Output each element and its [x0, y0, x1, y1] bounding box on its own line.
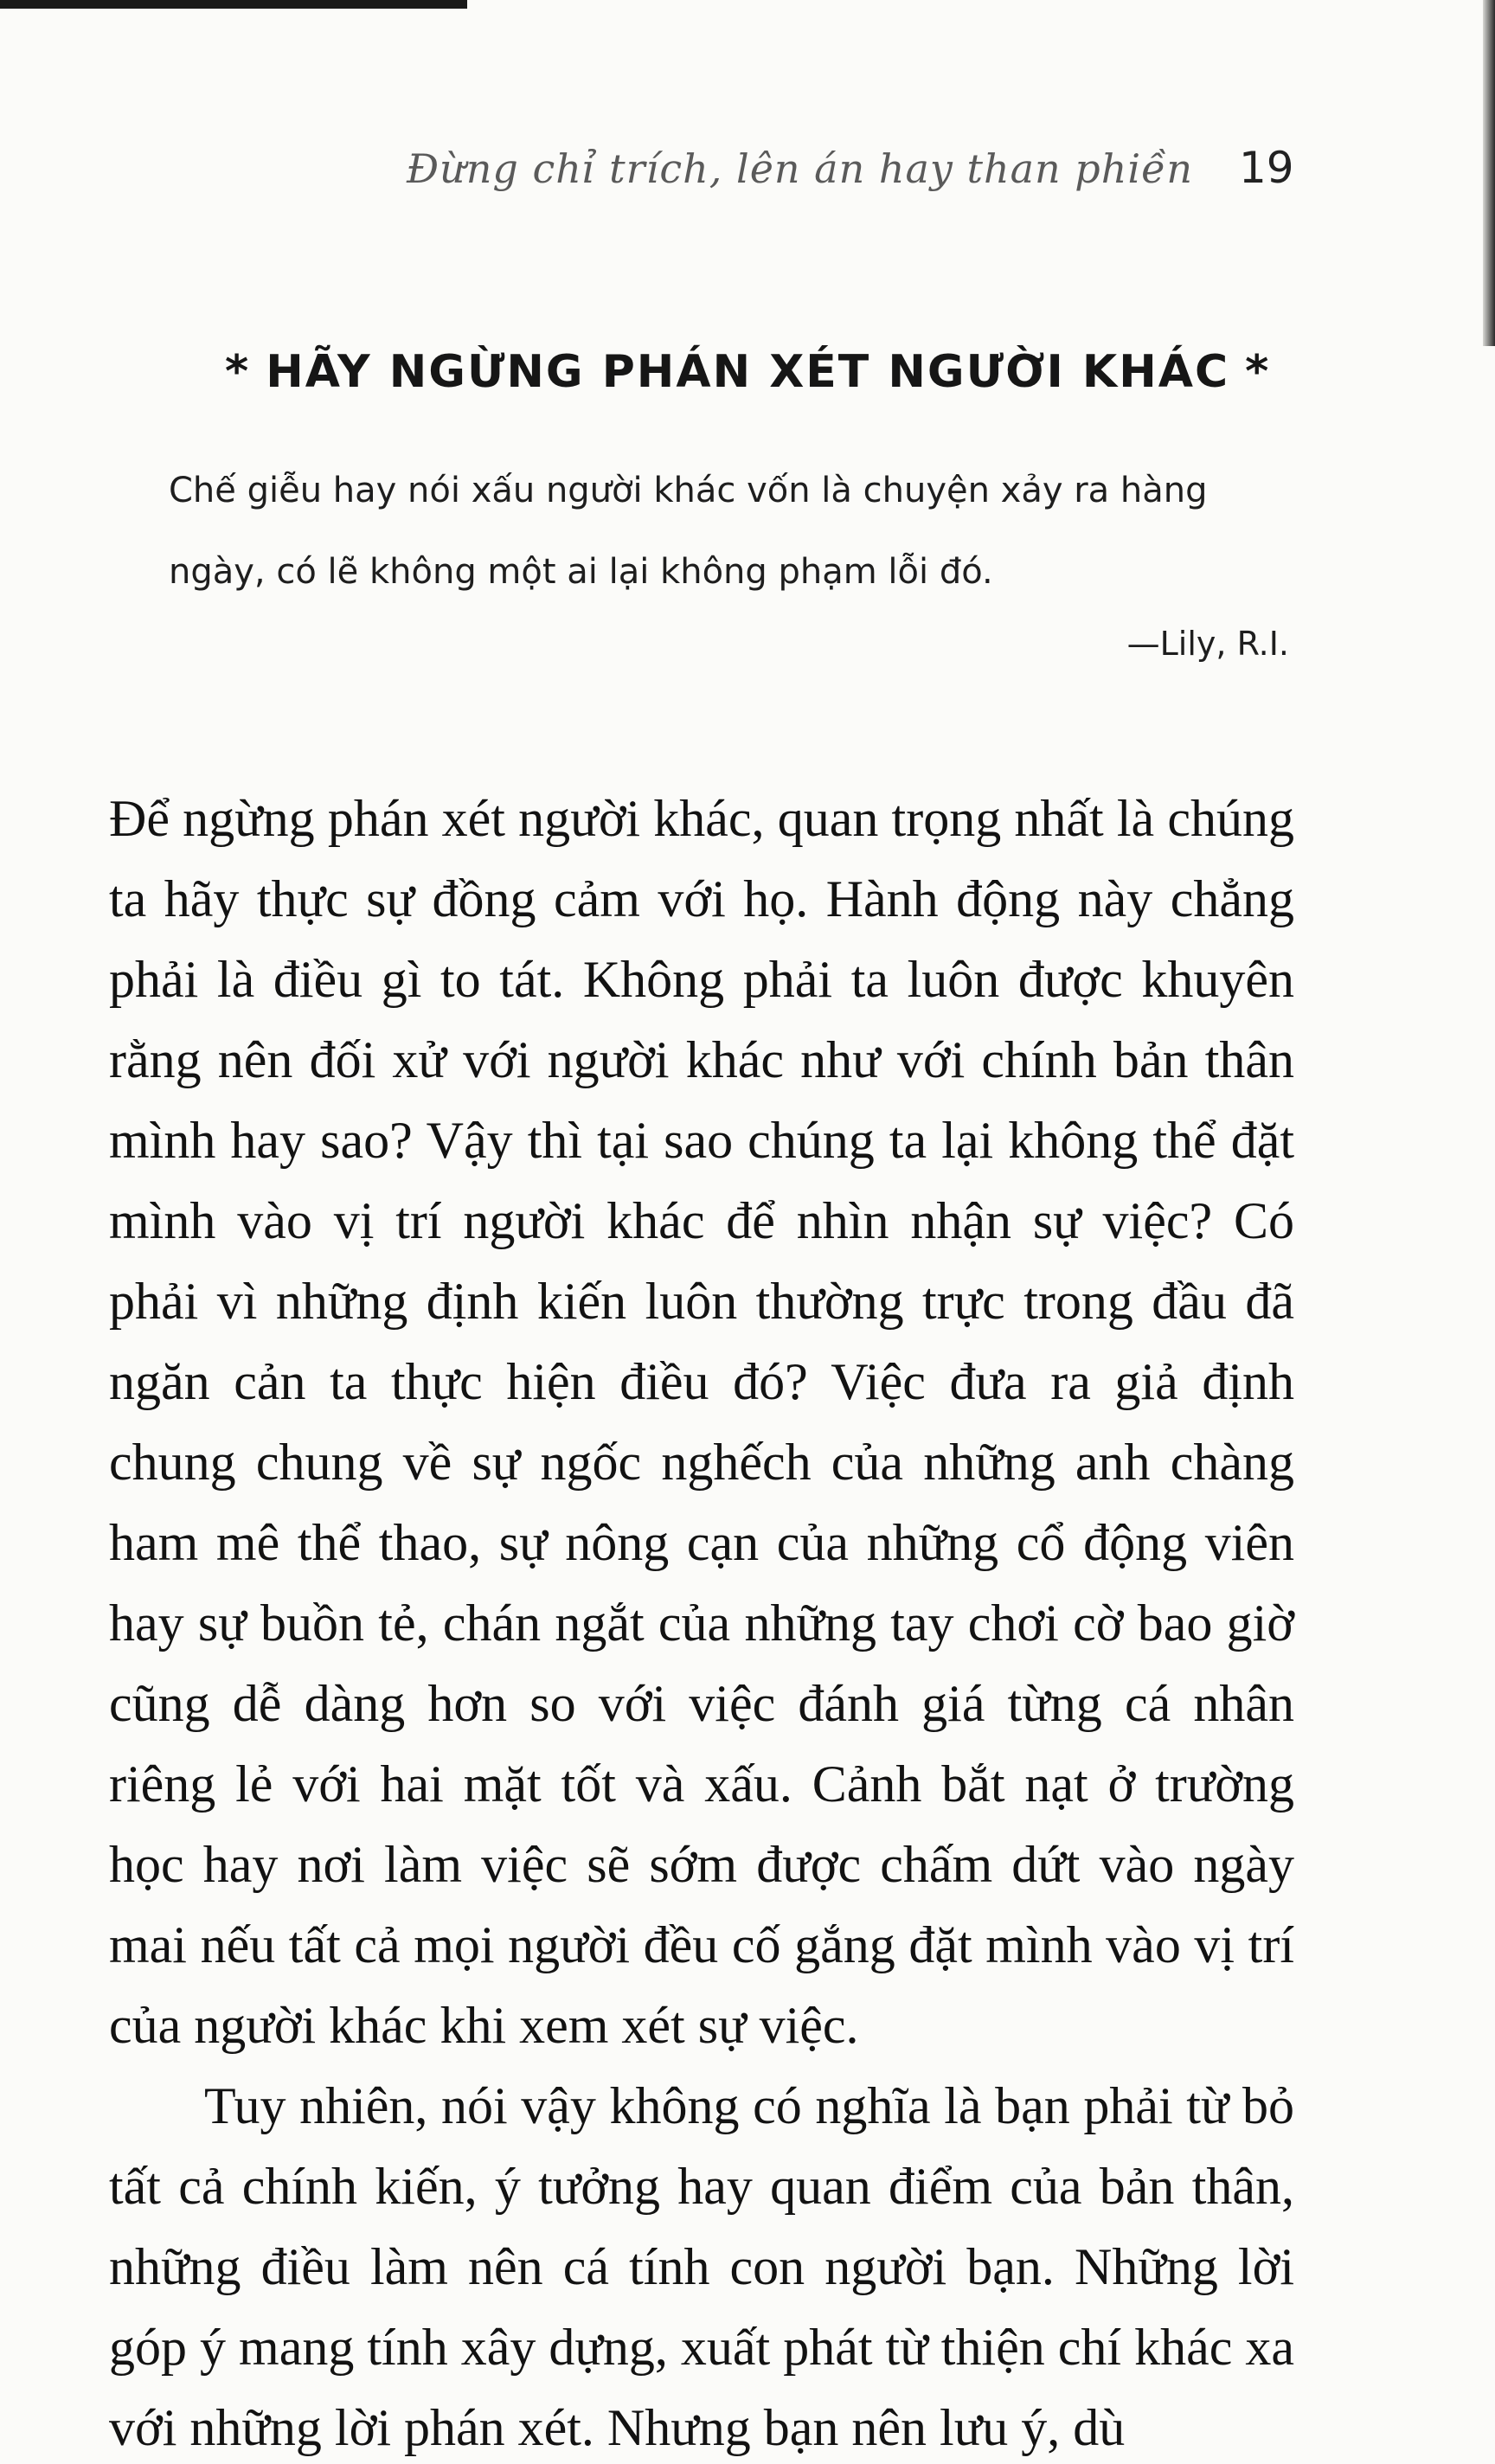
- section-title: [225, 346, 1271, 398]
- epigraph-quote: Chế giễu hay nói xấu người khác vốn là chuyện xảy ra hàng ngày, có lẽ không một ai lại không phạm lỗi đó.: [169, 471, 1208, 592]
- title-star-left: *: [225, 346, 251, 398]
- section-title-text: HÃY NGỪNG PHÁN XÉT NGƯỜI KHÁC: [266, 346, 1230, 398]
- scan-edge-right: [1483, 0, 1495, 346]
- scan-edge-top: [0, 0, 467, 9]
- body-paragraph-1: Để ngừng phán xét người khác, quan trọng nhất là chúng ta hãy thực sự đồng cảm với họ. Hành động này chẳng phải là điều gì to tát. Không phải ta luôn được khuyên rằng nên đối xử với người khác như với chính bản thân mình hay sao? Vậy thì tại sao chúng ta lại không thể đặt mình vào vị trí người khác để nhìn nhận sự việc? Có phải vì những định kiến luôn thường trực trong đầu đã ngăn cản ta thực hiện điều đó? Việc đưa ra giả định chung chung về sự ngốc nghếch của những anh chàng ham mê thể thao, sự nông cạn của những cổ động viên hay sự buồn tẻ, chán ngắt của những tay chơi cờ bao giờ cũng dễ dàng hơn so với việc đánh giá từng cá nhân riêng lẻ với hai mặt tốt và xấu. Cảnh bắt nạt ở trường học hay nơi làm việc sẽ sớm được chấm dứt vào ngày mai nếu tất cả mọi người đều cố gắng đặt mình vào vị trí của người khác khi xem xét sự việc.: [109, 790, 1294, 2054]
- body-paragraph-2: Tuy nhiên, nói vậy không có nghĩa là bạn phải từ bỏ tất cả chính kiến, ý tưởng hay quan điểm của bản thân, những điều làm nên cá tính con người bạn. Những lời góp ý mang tính xây dựng, xuất phát từ thiện chí khác xa với những lời phán xét. Nhưng bạn nên lưu ý, dù: [109, 2077, 1294, 2456]
- epigraph-attribution: —Lily, R.I.: [1126, 625, 1289, 663]
- page-number: 19: [1239, 143, 1294, 193]
- running-header: Đừng chỉ trích, lên án hay than phiền: [407, 145, 1194, 192]
- title-star-right: *: [1245, 346, 1271, 398]
